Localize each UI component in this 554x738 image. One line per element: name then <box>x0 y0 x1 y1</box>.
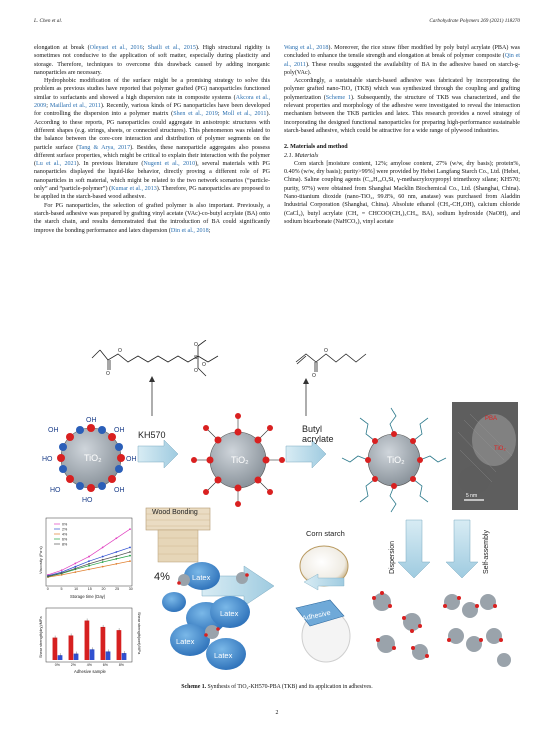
ho-label: HO <box>42 456 53 463</box>
kh570-o-label: O <box>118 348 122 354</box>
left-column <box>34 44 270 235</box>
scheme-figure <box>34 340 520 675</box>
bar <box>58 655 63 660</box>
subsection-heading: 2.1. Materials <box>284 152 319 159</box>
tio2-label: TiO₂ <box>84 453 102 463</box>
data-point <box>102 561 104 563</box>
citation-link[interactable]: Oleyaei et al., 2016 <box>89 45 143 51</box>
percent-label: 4% <box>154 571 170 583</box>
legend-label: 6% <box>62 537 68 542</box>
dispersion-arrow <box>398 520 430 578</box>
latex-label: Latex <box>220 609 239 618</box>
oh-label: OH <box>48 427 59 434</box>
self-assembly-label: Self-assembly <box>483 530 490 574</box>
figure-caption <box>0 684 554 690</box>
data-point <box>88 568 90 570</box>
header-journal: Carbohydrate Polymers 269 (2021) 118270 <box>429 18 520 24</box>
kh570-si-label: Si <box>194 355 199 361</box>
running-header <box>34 18 520 24</box>
legend-label: 8% <box>62 542 68 547</box>
citation-link[interactable]: Shen et al., 2019 <box>173 111 218 118</box>
kh570-label: KH570 <box>138 430 166 440</box>
wood-bonding-label: Wood Bonding <box>152 509 198 516</box>
process-arrow <box>138 440 178 468</box>
scale-bar-label: 5 nm <box>466 493 478 499</box>
latex-label: Latex <box>192 573 211 582</box>
citation-link[interactable]: Akcora et al., 2009 <box>34 94 271 110</box>
ba-o-label: O <box>312 373 316 379</box>
corn-starch-label: Corn starch <box>306 529 345 538</box>
shear-ylabel-wet: Shear strength(wet)/MPa <box>137 612 141 655</box>
data-point <box>74 563 76 565</box>
scheme-link[interactable]: Scheme 1 <box>325 94 352 101</box>
data-point <box>74 566 76 568</box>
arrowhead <box>149 376 155 382</box>
x-tick-label: 30 <box>128 587 133 591</box>
data-point <box>129 551 131 553</box>
bar <box>74 654 79 660</box>
legend-label: 2% <box>62 527 68 532</box>
citation-link[interactable]: Din et al., 2018 <box>170 227 209 234</box>
bar <box>69 635 74 660</box>
dispersed-particles <box>372 591 429 660</box>
paragraph: Accordingly, a sustainable starch-based adhesive was fabricated by incorporating the polymer grafted nano-TiO₂ (TKB) which was synthesized through the coupling and grafting polymerization (Scheme 1). Subsequently, the structure of TKB was characterized, and the relevant properties and morphology of the adhesive were investigated to reveal the interaction mechanism between the TKB particles and latex. This research provides a novel strategy of incorporating the designed functional nanoparticles for preparing high-performance sustainable starch-based adhesive, which could be attractive for a wide range of plywood industries. <box>284 78 520 134</box>
citation-link[interactable]: Maillard et al., 2011 <box>49 103 101 110</box>
tio2-label: TiO₂ <box>231 455 249 465</box>
data-point <box>88 563 90 565</box>
data-point <box>129 560 131 562</box>
paragraph: Wang et al., 2018). Moreover, the rice straw fiber modified by poly butyl acrylate (PBA) was concluded to enhance the tensile strength and elongation at break of polymer composite (Qin et al., 2011). These results suggested the availability of BA in the adhesive based on starch-g-poly(VAc). <box>284 45 520 76</box>
citation-link[interactable]: Shaili et al., 2015 <box>147 45 196 51</box>
butyl-acrylate-structure <box>296 354 366 372</box>
kh570-o-label: O <box>202 362 206 368</box>
x-tick-label: 4% <box>86 663 93 667</box>
data-point <box>61 569 63 571</box>
bar <box>122 653 127 660</box>
header-authors: L. Chen et al. <box>34 18 63 24</box>
process-arrow <box>286 440 326 468</box>
paragraph: Corn starch [moisture content, 12%; amylose content, 27% (w/w, dry basis); protein%, 0.40% (w/w, dry basis); purity>99%] were provided by Hebei Langfang Starch Co., Ltd. (Hebei, China). Saline coupling agents (C₁₀H₂₀O₅Si, γ-methacryloxypropyl trimethoxy silane; KH570; purity, 97%) were obtained from Shanghai Macklin Biochemical Co., Ltd. (Shanghai, China). Nano-titanium dioxide (nano-TiO₂, 99.8%, 60 nm, anatase) was purchased from Aladdin Industrial Corporation (Shanghai, China). Absolute ethanol (CH₃-CH₂OH), calcium chloride (CaCl₂), butyl acrylate (CH₂ = CHCOO(CH₂)₃CH₃, BA), sodium hydroxide (NaOH), and sodium bicarbonate (NaHCO₃), vinyl acetate <box>284 160 520 225</box>
x-tick-label: 8% <box>118 663 125 667</box>
assembled-particles <box>443 594 511 667</box>
data-point <box>129 528 131 530</box>
bar <box>53 638 58 660</box>
data-point <box>115 558 117 560</box>
data-point <box>115 555 117 557</box>
caption-text: Synthesis of TiO₂-KH570-PBA (TKB) and its application in adhesives. <box>207 684 373 690</box>
citation-link[interactable]: Lu et al., 2021 <box>36 161 77 168</box>
oh-label: OH <box>114 427 125 434</box>
ho-label: HO <box>82 497 93 504</box>
citation-link[interactable]: Nugent et al., 2010 <box>143 161 196 168</box>
butyl-label: Butyl <box>302 424 323 434</box>
right-column <box>284 44 520 226</box>
oh-label: OH <box>114 487 125 494</box>
data-point <box>115 563 117 565</box>
latex-label: Latex <box>214 651 233 660</box>
kh570-structure <box>92 340 218 376</box>
x-tick-label: 10 <box>74 587 79 591</box>
bar <box>85 621 90 660</box>
arrowhead <box>303 378 309 384</box>
paragraph: elongation at break (Oleyaei et al., 2016; Shaili et al., 2015). High structural rigidity is sometimes not conducive to the application of soft matter, especially during plasticity and storage. Therefore, techniques to overcome this drawback caused by adding inorganic nanoparticles are necessary. <box>34 45 270 76</box>
viscosity-xlabel: Storage time (Day) <box>70 594 106 599</box>
x-tick-label: 20 <box>101 587 106 591</box>
citation-link[interactable]: Moll et al., 2011 <box>222 111 267 118</box>
citation-link[interactable]: Tang & Arya, 2017 <box>78 144 131 151</box>
citation-link[interactable]: Qin et al., 2011 <box>284 53 520 68</box>
ba-o-label: O <box>324 348 328 354</box>
viscosity-ylabel: Viscosity (Pa·s) <box>38 546 43 574</box>
x-tick-label: 6% <box>102 663 109 667</box>
self-assembly-arrow <box>446 520 478 578</box>
data-point <box>115 551 117 553</box>
adhesive-label: Adhesive <box>301 609 332 623</box>
bar <box>90 649 95 660</box>
oh-label: OH <box>86 417 97 424</box>
kh570-o-label: O <box>194 342 198 348</box>
shear-xlabel: Adhesive sample <box>74 669 106 674</box>
shear-chart <box>46 608 132 667</box>
kh570-o-label: O <box>194 368 198 374</box>
viscosity-chart <box>46 518 133 591</box>
oh-label: OH <box>126 456 137 463</box>
bar <box>117 630 122 660</box>
section-heading: 2. Materials and method <box>284 144 348 151</box>
data-point <box>47 575 49 577</box>
acrylate-label: acrylate <box>302 434 334 444</box>
ho-label: HO <box>50 487 61 494</box>
page-number: 2 <box>275 710 279 716</box>
dispersion-label: Dispersion <box>389 540 396 574</box>
paragraph: Hydrophobic modification of the surface might be a promising strategy to solve this problem as previous studies have reported that polymer grafted (PG) nanoparticles functioned similar to surfactants and showed a high dispersion rate in composite systems (Akcora et al., 2009; Maillard et al., 2011). Recently, various kinds of PG nanoparticles have been developed for controlling the dispersion into a polymer matrix (Shen et al., 2019; Moll et al., 2011). According to these reports, PG nanoparticles could aggregate in anisotropic structures with different shapes (e.g. strings, sheets, or connected structures). This phenomenon was related to the balance between the core-core interaction and distribution of polymer segments on the particle surface (Tang & Arya, 2017). Besides, these nanoparticle aggregates also possess different surface properties, which might be critical to explain their interaction with the polymer (Lu et al., 2021). In previous literature (Nugent et al., 2010), several materials with PG nanoparticles displayed the liquid-like behavior, directly proving a different role of PG nanoparticles in soft material, which might be related to the two network scenarios (“particle-only” and “particle-polymer”) (Kumar et al., 2013). Therefore, PG nanoparticles are proposed to be applied in the starch-based wood adhesive. <box>34 78 271 201</box>
shear-ylabel: Shear strength(dry)/MPa <box>39 616 43 658</box>
kh570-o-label: O <box>106 371 110 377</box>
data-point <box>88 560 90 562</box>
data-point <box>102 547 104 549</box>
legend-label: 4% <box>62 532 68 537</box>
data-point <box>74 568 76 570</box>
tio2-label: TiO₂ <box>387 455 405 465</box>
x-tick-label: 5 <box>60 587 63 591</box>
legend-label: 0% <box>62 522 68 527</box>
tio2-tem-label: TiO₂ <box>494 446 506 452</box>
x-tick-label: 2% <box>70 663 77 667</box>
caption-label: Scheme 1. <box>181 684 207 690</box>
data-point <box>61 572 63 574</box>
x-tick-label: 0% <box>54 663 61 667</box>
x-tick-label: 15 <box>87 587 92 591</box>
data-point <box>115 537 117 539</box>
paragraph: For PG nanoparticles, the selection of grafted polymer is also important. Previously, a starch-based adhesive was prepared by grafting vinyl acetate (VAc)-co-butyl acrylate (BA) onto the starch chain, and results demonstrated that the introduction of BA could significantly improve the bonding performance and latex dispersion (Din et al., 2018; <box>34 202 270 234</box>
data-point <box>74 571 76 573</box>
x-tick-label: 0 <box>46 587 49 591</box>
data-point <box>102 556 104 558</box>
data-point <box>129 555 131 557</box>
bar <box>101 627 106 660</box>
citation-link[interactable]: Kumar et al., 2013 <box>111 186 157 193</box>
data-point <box>88 565 90 567</box>
data-point <box>102 559 104 561</box>
pba-label: PBA <box>485 416 498 422</box>
bar <box>106 651 111 660</box>
latex-label: Latex <box>176 637 195 646</box>
data-point <box>88 556 90 558</box>
x-tick-label: 25 <box>115 587 120 591</box>
citation-link[interactable]: Wang et al., 2018 <box>284 45 329 51</box>
data-point <box>129 547 131 549</box>
data-point <box>102 566 104 568</box>
